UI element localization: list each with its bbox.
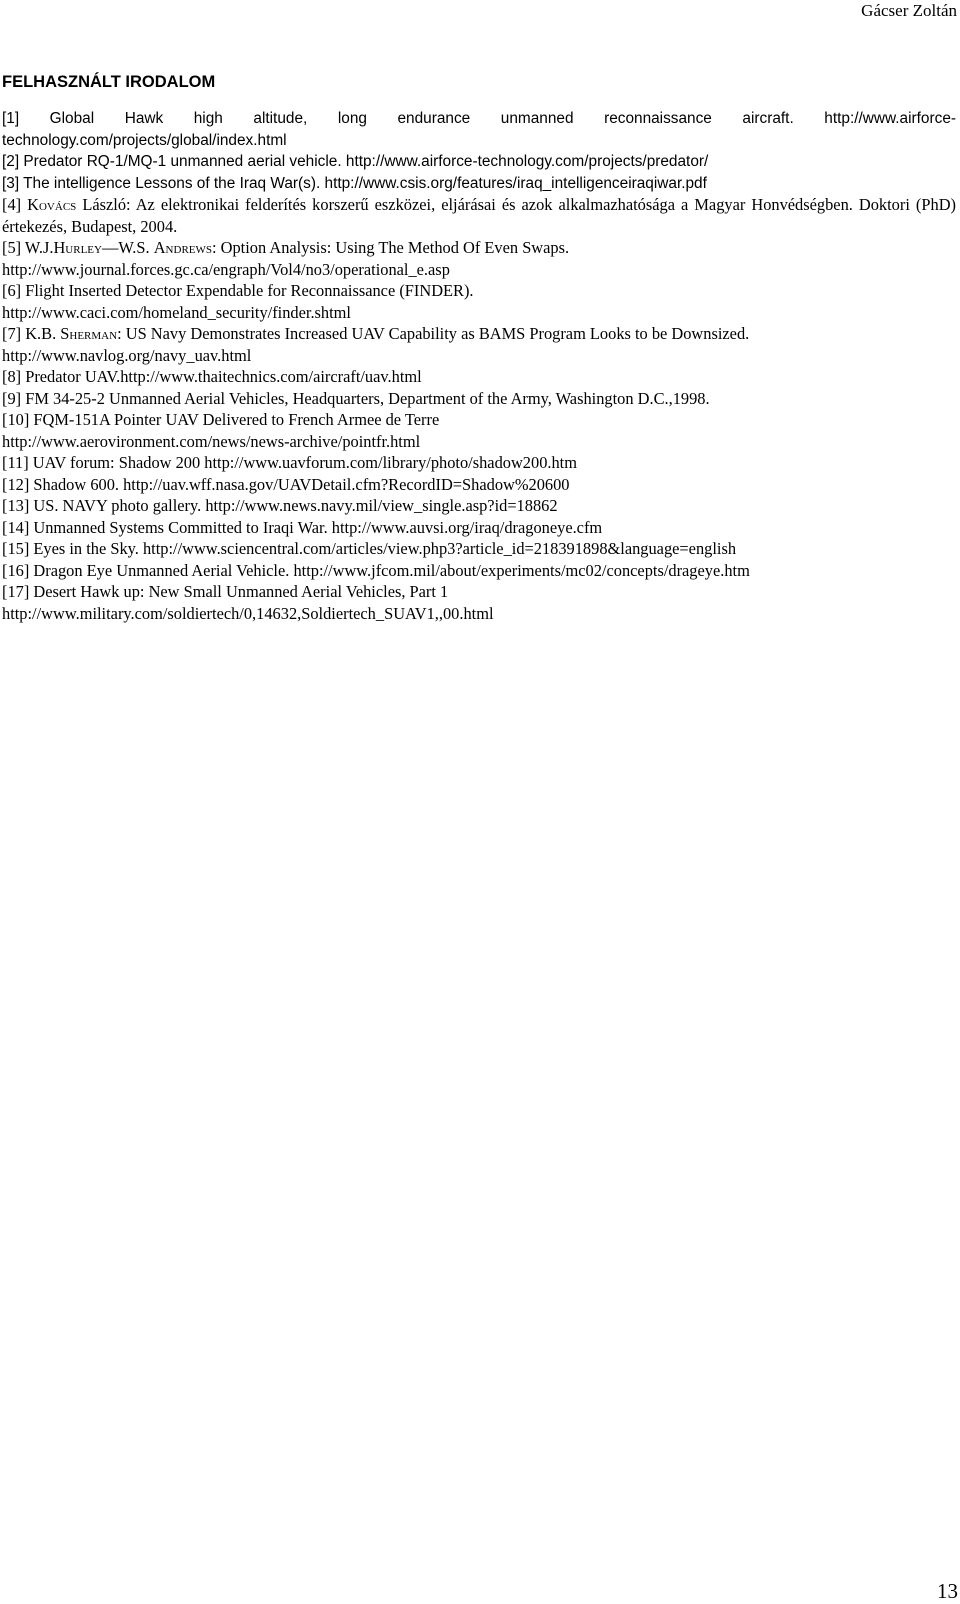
reference-item-14: [14] Unmanned Systems Committed to Iraqi War. http://www.auvsi.org/iraq/dragoneye.cfm (2, 517, 603, 537)
reference-7-text: : US Navy Demonstrates Increased UAV Capability as BAMS Program Looks to be Downsized. (117, 324, 750, 343)
reference-item-10 (2, 409, 956, 452)
reference-7-url[interactable]: http://www.navlog.org/navy_uav.html (2, 345, 252, 365)
reference-7-author: Sherman (60, 324, 118, 343)
reference-item-4 (2, 194, 956, 237)
reference-item-11: [11] UAV forum: Shadow 200 http://www.uavforum.com/library/photo/shadow200.htm (2, 453, 577, 472)
reference-item-6 (2, 280, 956, 323)
page-number: 13 (937, 1579, 958, 1603)
reference-item-17 (2, 581, 956, 624)
reference-item-5 (2, 237, 956, 280)
reference-item-7 (2, 323, 956, 366)
running-header-author: Gácser Zoltán (861, 1, 957, 20)
reference-item-13: [13] US. NAVY photo gallery. http://www.news.navy.mil/view_single.asp?id=18862 (2, 496, 558, 515)
reference-list (2, 108, 956, 624)
reference-item-16: [16] Dragon Eye Unmanned Aerial Vehicle. http://www.jfcom.mil/about/experiments/mc02/concepts/drageye.htm (2, 560, 750, 580)
reference-item-2: [2] Predator RQ-1/MQ-1 unmanned aerial vehicle. http://www.airforce-technology.com/projects/predator/ (2, 153, 709, 170)
reference-5-url[interactable]: http://www.journal.forces.gc.ca/engraph/Vol4/no3/operational_e.asp (2, 259, 450, 279)
reference-5-separator: —W.S. (101, 238, 154, 257)
reference-item-9: [9] FM 34-25-2 Unmanned Aerial Vehicles, Headquarters, Department of the Army, Washington D.C.,1998. (2, 388, 710, 408)
reference-6-text: [6] Flight Inserted Detector Expendable for Reconnaissance (FINDER). (2, 281, 474, 300)
reference-17-url[interactable]: http://www.military.com/soldiertech/0,14632,Soldiertech_SUAV1,,00.html (2, 603, 494, 623)
reference-17-text: [17] Desert Hawk up: New Small Unmanned Aerial Vehicles, Part 1 (2, 582, 449, 601)
reference-item-15: [15] Eyes in the Sky. http://www.sciencentral.com/articles/view.php3?article_id=218391898&language=english (2, 539, 737, 558)
reference-10-text: [10] FQM-151A Pointer UAV Delivered to French Armee de Terre (2, 410, 440, 429)
reference-5-text: : Option Analysis: Using The Method Of Even Swaps. (212, 238, 570, 257)
reference-item-12: [12] Shadow 600. http://uav.wff.nasa.gov/UAVDetail.cfm?RecordID=Shadow%20600 (2, 474, 570, 494)
section-title: FELHASZNÁLT IRODALOM (2, 73, 216, 91)
reference-5-prefix: [5] W.J. (2, 238, 54, 257)
reference-4-author: Kovács (27, 195, 77, 214)
reference-6-url[interactable]: http://www.caci.com/homeland_security/finder.shtml (2, 302, 351, 322)
reference-item-1: [1] Global Hawk high altitude, long endurance unmanned reconnaissance aircraft. http://www.airforce-technology.com/projects/global/index.html (2, 110, 956, 149)
reference-10-url[interactable]: http://www.aerovironment.com/news/news-archive/pointfr.html (2, 431, 421, 451)
reference-7-prefix: [7] K.B. (2, 324, 61, 343)
reference-4-prefix: [4] (2, 195, 28, 214)
reference-item-8: [8] Predator UAV.http://www.thaitechnics.com/aircraft/uav.html (2, 367, 422, 386)
reference-4-text: László: Az elektronikai felderítés korszerű eszközei, eljárásai és azok alkalmazhatósága a Magyar Honvédségben. Doktori (PhD) értekezés, Budapest, 2004. (2, 195, 956, 236)
reference-5-author-1: Hurley (53, 238, 102, 257)
reference-5-author-2: Andrews (153, 238, 212, 257)
reference-item-3: [3] The intelligence Lessons of the Iraq War(s). http://www.csis.org/features/iraq_intelligenceiraqiwar.pdf (2, 174, 707, 192)
